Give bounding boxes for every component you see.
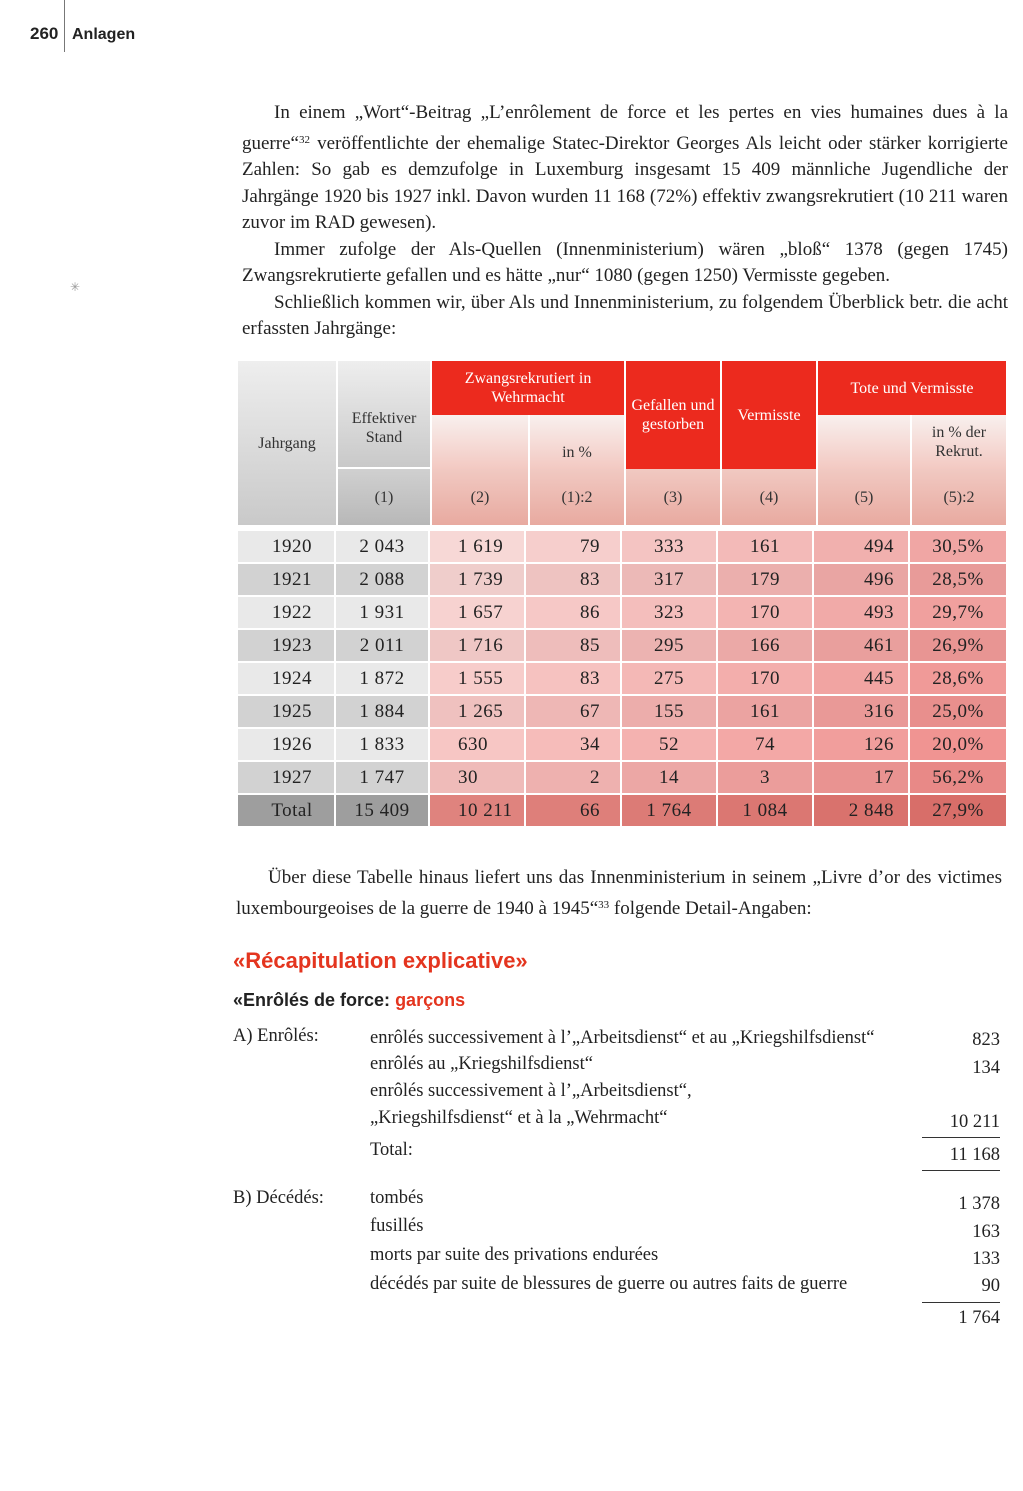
header-num-4: (3) [626, 469, 720, 525]
table-cell: 1 747 [336, 762, 430, 793]
table-cell: 28,5% [910, 564, 1006, 595]
table-cell: Total [238, 795, 336, 826]
table-cell: 170 [718, 597, 814, 628]
table-total-row [238, 795, 1006, 826]
table-row [238, 564, 1006, 595]
table-cell: 1 657 [430, 597, 526, 628]
table-cell: 1 764 [622, 795, 718, 826]
header-num-2: (2) [432, 469, 528, 525]
table-cell: 15 409 [336, 795, 430, 826]
page-number: 260 [30, 24, 59, 43]
paragraph-3: Schließlich kommen wir, über Als und Innenministerium, zu folgendem Überblick betr. die acht erfassten Jahrgänge: [242, 291, 1008, 339]
header-num-1: (1) [336, 469, 430, 525]
table-cell: 275 [622, 663, 718, 694]
header-num-3: (1):2 [530, 469, 624, 525]
table-cell: 34 [526, 729, 622, 760]
table-cell: 493 [814, 597, 910, 628]
table-cell: 1924 [238, 663, 336, 694]
table-cell: 10 211 [430, 795, 526, 826]
header-num-5: (4) [722, 469, 816, 525]
header-zw-blank [432, 415, 528, 469]
table-cell: 161 [718, 531, 814, 562]
subsection-highlight: garçons [395, 990, 466, 1010]
statistics-table [238, 361, 1006, 829]
a-total: 11 168 [949, 1145, 1000, 1165]
paragraph-1: In einem „Wort“-Beitrag „L’enrôlement de force et les pertes en vies humaines dues à la guerre“$^{32}$ veröffentlichte der ehemalige Statec-Direktor Georges Als leicht oder stärker korrigierte Zahlen: So gab es demzufolge in Luxemburg insgesamt 15 409 männliche Jugendliche der Jahrgänge 1920 bis 1927 inkl. Davon wurden 11 168 (72%) effektiv zwangsrekrutiert (10 211 waren zuvor im RAD gewesen). [242, 102, 1008, 233]
header-gefallen: Gefallen und gestorben [626, 361, 720, 469]
header-in-pct-rekrut: in % der Rekrut. [912, 415, 1006, 469]
table-cell: 14 [622, 762, 718, 793]
b-label: B) Décédés: [233, 1188, 324, 1208]
table-cell: 494 [814, 531, 910, 562]
b-value: 1 378 [958, 1194, 1000, 1214]
table-cell: 445 [814, 663, 910, 694]
table-row [238, 597, 1006, 628]
running-title: Anlagen [72, 26, 136, 43]
table-cell: 179 [718, 564, 814, 595]
table-cell: 1 084 [718, 795, 814, 826]
table-cell: 1925 [238, 696, 336, 727]
table-row [238, 729, 1006, 760]
table-cell: 74 [718, 729, 814, 760]
table-cell: 630 [430, 729, 526, 760]
table-cell: 1 833 [336, 729, 430, 760]
table-cell: 1 265 [430, 696, 526, 727]
table-cell: 3 [718, 762, 814, 793]
table-cell: 1 872 [336, 663, 430, 694]
paragraph-2: Immer zufolge der Als-Quellen (Innenministerium) wären „bloß“ 1378 (gegen 1745) Zwangsrekrutierte gefallen und es hätte „nur“ 1080 (gegen 1250) Vermisste gegeben. [242, 238, 1008, 286]
b-item: morts par suite des privations endurées [370, 1245, 659, 1265]
table-cell: 1927 [238, 762, 336, 793]
a-total-label: Total: [370, 1140, 413, 1160]
table-cell: 1 931 [336, 597, 430, 628]
table-row [238, 762, 1006, 793]
subsection-prefix: «Enrôlés de force: [233, 990, 396, 1010]
table-cell: 1926 [238, 729, 336, 760]
table-cell: 1922 [238, 597, 336, 628]
table-cell: 317 [622, 564, 718, 595]
table-cell: 86 [526, 597, 622, 628]
table-cell: 79 [526, 531, 622, 562]
b-item: décédés par suite de blessures de guerre ou autres faits de guerre [370, 1274, 848, 1294]
table-row [238, 531, 1006, 562]
table-cell: 30 [430, 762, 526, 793]
subsection-title [233, 990, 465, 1011]
table-cell: 56,2% [910, 762, 1006, 793]
table-cell: 1 739 [430, 564, 526, 595]
b-sum-rule [922, 1302, 1000, 1303]
table-cell: 52 [622, 729, 718, 760]
header-zwangsrekrutiert: Zwangsrekrutiert in Wehrmacht [432, 361, 624, 415]
header-rule [64, 0, 65, 52]
table-cell: 333 [622, 531, 718, 562]
table-cell: 25,0% [910, 696, 1006, 727]
table-cell: 2 043 [336, 531, 430, 562]
a-item: enrôlés successivement à l’„Arbeitsdienst“ et au „Kriegshilfsdienst“ [370, 1028, 875, 1048]
header-vermisste: Vermisste [722, 361, 816, 469]
b-total: 1 764 [958, 1308, 1000, 1328]
table-cell: 85 [526, 630, 622, 661]
a-sum-rule [922, 1137, 1000, 1138]
table-cell: 166 [718, 630, 814, 661]
b-value: 90 [981, 1276, 1000, 1296]
header-jahrgang: Jahrgang [238, 361, 336, 525]
table-cell: 29,7% [910, 597, 1006, 628]
header-effektiver-stand: Effektiver Stand [336, 361, 430, 467]
table-cell: 30,5% [910, 531, 1006, 562]
table-cell: 2 [526, 762, 622, 793]
table-cell: 83 [526, 663, 622, 694]
table-cell: 1920 [238, 531, 336, 562]
header-num-6: (5) [818, 469, 910, 525]
a-item: „Kriegshilfsdienst“ et à la „Wehrmacht“ [370, 1108, 668, 1128]
stray-mark: ✳ [70, 280, 81, 294]
table-cell: 323 [622, 597, 718, 628]
table-cell: 2 848 [814, 795, 910, 826]
table-cell: 2 011 [336, 630, 430, 661]
header-num-7: (5):2 [912, 469, 1006, 525]
table-row [238, 630, 1006, 661]
after-table-text [236, 865, 1002, 922]
table-cell: 17 [814, 762, 910, 793]
table-cell: 2 088 [336, 564, 430, 595]
section-title: «Récapitulation explicative» [233, 948, 528, 973]
header-in-pct: in % [530, 415, 624, 469]
header-tote-und-vermisste: Tote und Vermisste [818, 361, 1006, 415]
a-value: 823 [972, 1030, 1000, 1050]
table-cell: 27,9% [910, 795, 1006, 826]
a-item: enrôlés successivement à l’„Arbeitsdienst“, [370, 1081, 692, 1101]
a-item: enrôlés au „Kriegshilfsdienst“ [370, 1054, 593, 1074]
table-cell: 67 [526, 696, 622, 727]
table-cell: 26,9% [910, 630, 1006, 661]
b-item: fusillés [370, 1216, 424, 1236]
table-cell: 28,6% [910, 663, 1006, 694]
table-cell: 170 [718, 663, 814, 694]
table-cell: 1923 [238, 630, 336, 661]
table-cell: 126 [814, 729, 910, 760]
table-cell: 1921 [238, 564, 336, 595]
table-cell: 1 619 [430, 531, 526, 562]
paragraph-4: Über diese Tabelle hinaus liefert uns das Innenministerium in seinem „Livre d’or des victimes luxembourgeoises de la guerre de 1940 à 1945“$^{33}$ folgende Detail-Angaben: [236, 867, 1002, 919]
table-row [238, 696, 1006, 727]
b-value: 133 [972, 1249, 1000, 1269]
b-item: tombés [370, 1188, 424, 1208]
header-tv-blank [818, 415, 910, 469]
a-value: 134 [972, 1058, 1000, 1078]
table-cell: 461 [814, 630, 910, 661]
table-cell: 295 [622, 630, 718, 661]
a-label: A) Enrôlés: [233, 1026, 319, 1046]
table-cell: 161 [718, 696, 814, 727]
table-cell: 83 [526, 564, 622, 595]
table-cell: 316 [814, 696, 910, 727]
table-cell: 1 884 [336, 696, 430, 727]
b-value: 163 [972, 1222, 1000, 1242]
a-value: 10 211 [949, 1112, 1000, 1132]
table-cell: 496 [814, 564, 910, 595]
table-cell: 1 555 [430, 663, 526, 694]
table-cell: 155 [622, 696, 718, 727]
table-cell: 1 716 [430, 630, 526, 661]
a-total-rule [922, 1170, 1000, 1171]
intro-text [242, 100, 1008, 343]
table-row [238, 663, 1006, 694]
table-cell: 20,0% [910, 729, 1006, 760]
table-cell: 66 [526, 795, 622, 826]
